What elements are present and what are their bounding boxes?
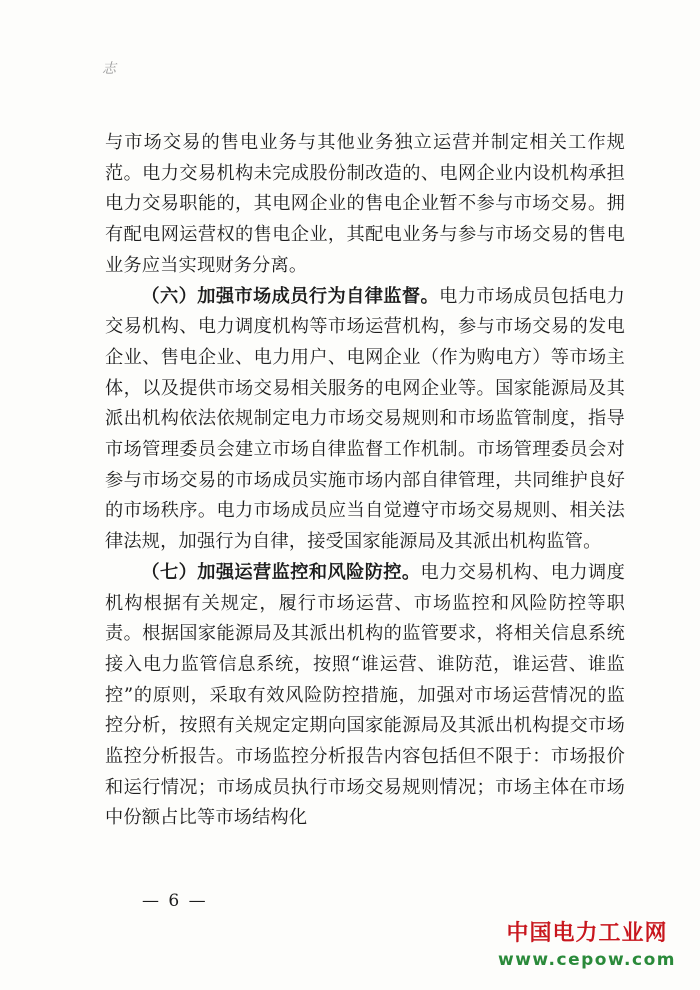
paragraph-3-heading: （七）加强运营监控和风险防控。	[141, 561, 421, 583]
corner-mark: 志	[102, 61, 116, 77]
body-text	[105, 128, 625, 834]
watermark-site-url: www.cepow.com	[498, 950, 676, 970]
page-number: — 6 —	[142, 891, 208, 911]
site-watermark	[498, 916, 676, 970]
paragraph-3	[105, 558, 625, 834]
watermark-site-name: 中国电力工业网	[506, 921, 668, 946]
paragraph-1	[105, 128, 625, 282]
paragraph-2-heading: （六）加强市场成员行为自律监督。	[141, 285, 440, 307]
paragraph-2	[105, 282, 625, 558]
paragraph-2-text: 电力市场成员包括电力交易机构、电力调度机构等市场运营机构，参与市场交易的发电企业、售电企业、电力用户、电网企业（作为购电方）等市场主体，以及提供市场交易相关服务的电网企业等。国家能源局及其派出机构依法依规制定电力市场交易规则和市场监管制度，指导市场管理委员会建立市场自律监督工作机制。市场管理委员会对参与市场交易的市场成员实施市场内部自律管理，共同维护良好的市场秩序。电力市场成员应当自觉遵守市场交易规则、相关法律法规，加强行为自律，接受国家能源局及其派出机构监管。	[105, 285, 625, 553]
paragraph-3-text: 电力交易机构、电力调度机构根据有关规定，履行市场运营、市场监控和风险防控等职责。根据国家能源局及其派出机构的监管要求，将相关信息系统接入电力监管信息系统，按照“谁运营、谁防范，谁运营、谁监控”的原则，采取有效风险防控措施，加强对市场运营情况的监控分析，按照有关规定定期向国家能源局及其派出机构提交市场监控分析报告。市场监控分析报告内容包括但不限于：市场报价和运行情况；市场成员执行市场交易规则情况；市场主体在市场中份额占比等市场结构化	[105, 561, 625, 829]
paragraph-1-text: 与市场交易的售电业务与其他业务独立运营并制定相关工作规范。电力交易机构未完成股份制改造的、电网企业内设机构承担电力交易职能的，其电网企业的售电企业暂不参与市场交易。拥有配电网运营权的售电企业，其配电业务与参与市场交易的售电业务应当实现财务分离。	[105, 132, 625, 276]
